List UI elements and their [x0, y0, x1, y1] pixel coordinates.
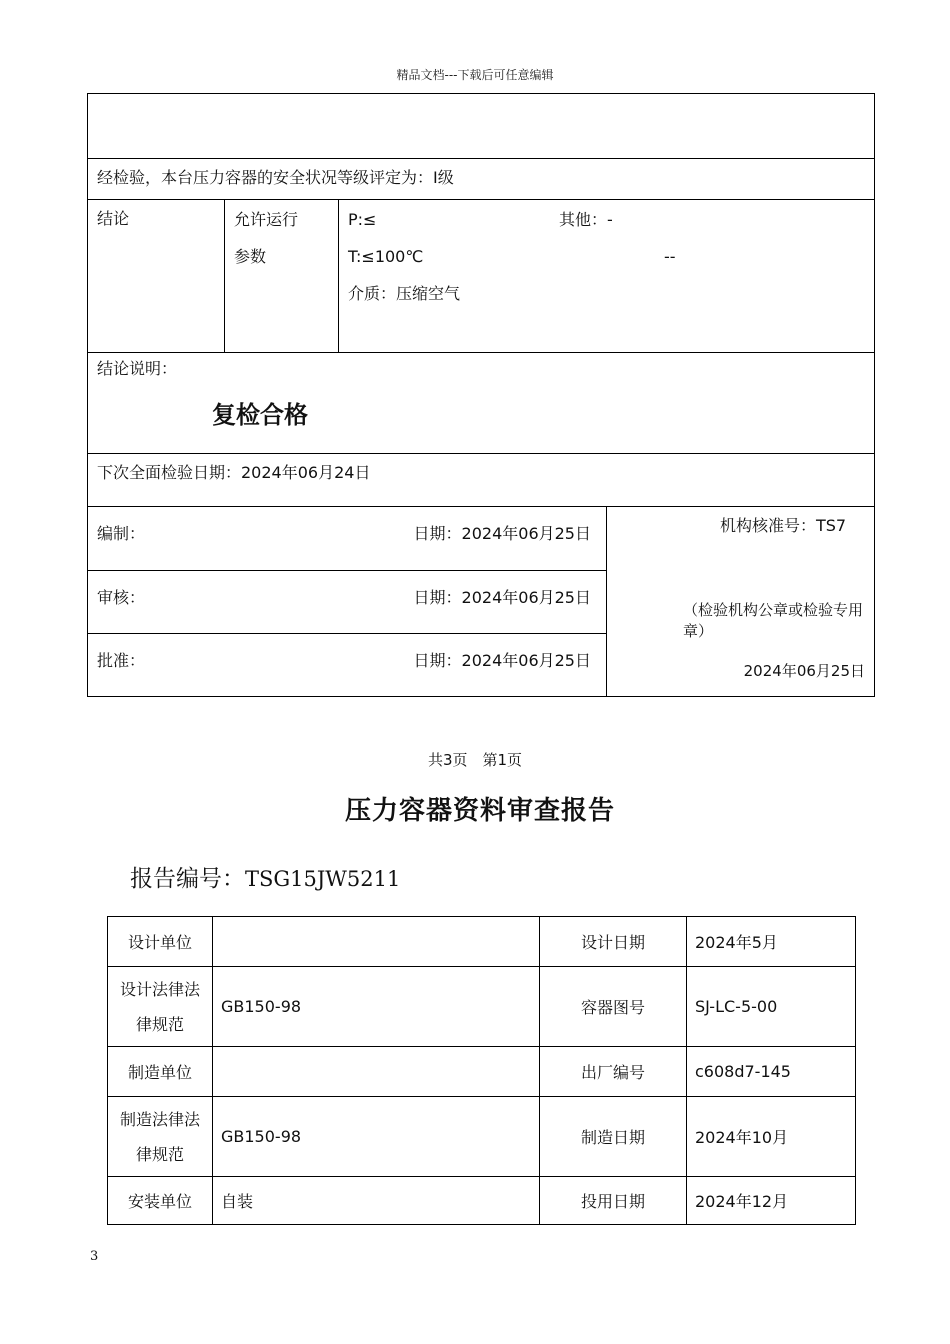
- safety-rating: 经检验，本台压力容器的安全状况等级评定为：Ⅰ级: [88, 159, 875, 200]
- serial-no-label: 出厂编号: [540, 1047, 687, 1097]
- design-unit-value: [213, 917, 540, 967]
- manufacture-code-label: [108, 1097, 213, 1177]
- commission-date-value: 2024年12月: [687, 1177, 856, 1225]
- data-review-table: [107, 916, 856, 1225]
- compiled-row: [88, 507, 607, 571]
- stamp-cell: [607, 507, 875, 697]
- table-row: [108, 917, 856, 967]
- drawing-no-value: SJ-LC-5-00: [687, 967, 856, 1047]
- design-unit-label: 设计单位: [108, 917, 213, 967]
- stamp-note: （检验机构公章或检验专用章）: [683, 601, 864, 640]
- compiled-label: 编制：: [97, 524, 146, 543]
- approved-date: 日期：2024年06月25日: [413, 651, 591, 670]
- header-note: 精品文档---下载后可任意编辑: [396, 68, 554, 82]
- manufacturer-value: [213, 1047, 540, 1097]
- next-inspection: 下次全面检验日期：2024年06月24日: [88, 454, 875, 507]
- approved-label: 批准：: [97, 651, 146, 670]
- reviewed-row: [88, 571, 607, 634]
- params-label: [225, 200, 339, 353]
- reviewed-label: 审核：: [97, 588, 146, 607]
- agency-no: 机构核准号：TS7: [720, 516, 847, 535]
- other-value: 其他：-: [559, 210, 613, 229]
- explanation-value: 复检合格: [212, 401, 308, 429]
- report-number-label: 报告编号：: [130, 866, 245, 892]
- design-code-label-line-2: 律规范: [135, 1014, 184, 1034]
- table-row: [108, 1047, 856, 1097]
- conclusion-label: 结论: [88, 200, 225, 353]
- design-code-label: [108, 967, 213, 1047]
- temperature-value: T:≤100℃: [348, 247, 424, 266]
- manufacture-date-label: 制造日期: [540, 1097, 687, 1177]
- params-label-1: 允许运行: [234, 210, 299, 229]
- installer-value: 自装: [213, 1177, 540, 1225]
- explanation-label: 结论说明：: [97, 359, 178, 378]
- reviewed-date: 日期：2024年06月25日: [413, 588, 591, 607]
- dashes-value: --: [664, 247, 676, 266]
- design-date-label: 设计日期: [540, 917, 687, 967]
- pressure-value: P:≤: [348, 210, 377, 229]
- page-number: 3: [90, 1249, 99, 1264]
- inspection-conclusion-table: [87, 93, 875, 697]
- drawing-no-label: 容器图号: [540, 967, 687, 1047]
- manufacture-code-value: GB150-98: [213, 1097, 540, 1177]
- blank-row: [88, 94, 875, 159]
- manufacture-code-label-line-2: 律规范: [135, 1144, 184, 1164]
- params-values: [339, 200, 875, 353]
- installer-label: 安装单位: [108, 1177, 213, 1225]
- explanation-cell: [88, 353, 875, 454]
- report-number-value: TSG15JW5211: [245, 867, 401, 891]
- design-code-label-line-1: 设计法律法: [119, 979, 200, 999]
- table-row: [108, 1097, 856, 1177]
- stamp-date: 2024年06月25日: [743, 662, 865, 680]
- table-row: [108, 1177, 856, 1225]
- compiled-date: 日期：2024年06月25日: [413, 524, 591, 543]
- manufacturer-label: 制造单位: [108, 1047, 213, 1097]
- medium-value: 介质：压缩空气: [348, 284, 461, 303]
- design-date-value: 2024年5月: [687, 917, 856, 967]
- manufacture-date-value: 2024年10月: [687, 1097, 856, 1177]
- design-code-value: GB150-98: [213, 967, 540, 1047]
- table-row: [108, 967, 856, 1047]
- report-number: [130, 860, 400, 893]
- serial-no-value: c608d7-145: [687, 1047, 856, 1097]
- page-count: 共3页 第1页: [427, 751, 523, 769]
- params-label-2: 参数: [234, 247, 267, 266]
- approved-row: [88, 634, 607, 697]
- commission-date-label: 投用日期: [540, 1177, 687, 1225]
- doc-title: 压力容器资料审查报告: [344, 796, 615, 826]
- manufacture-code-label-line-1: 制造法律法: [119, 1109, 200, 1129]
